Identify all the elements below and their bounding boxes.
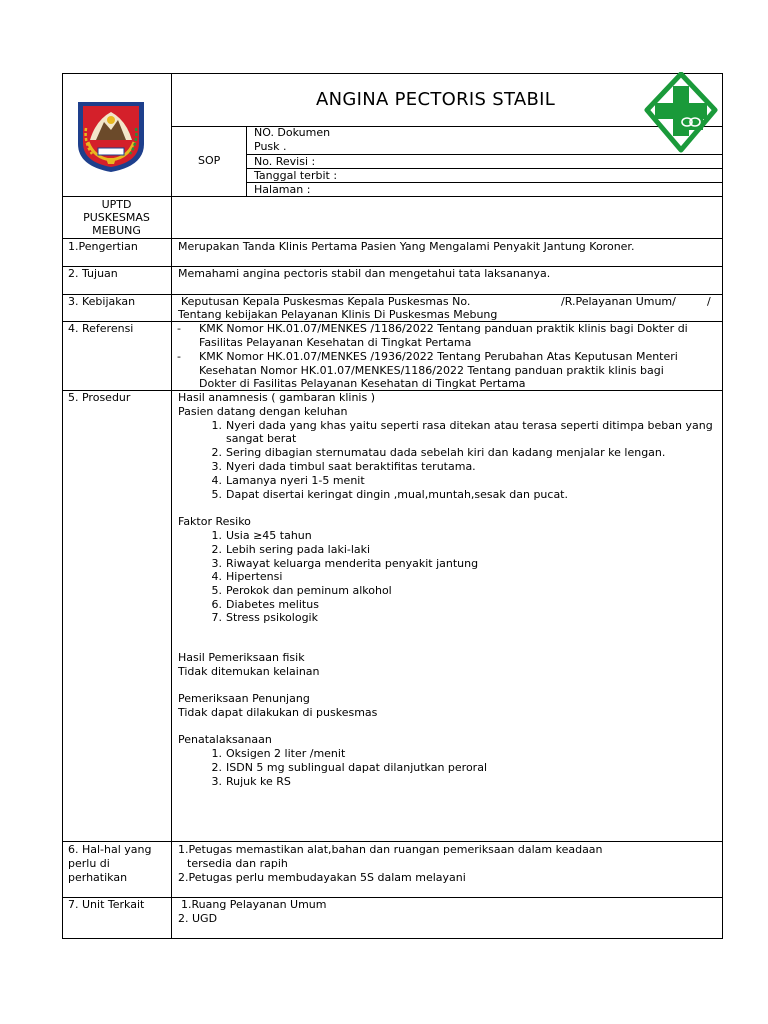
unit-item: 1.Ruang Pelayanan Umum	[181, 898, 327, 911]
unit-label: 7. Unit Terkait	[68, 898, 145, 911]
org-name-line2: PUSKESMAS	[83, 211, 150, 224]
list-item: 7. Stress psikologik	[211, 611, 318, 624]
pengertian-label: 1.Pengertian	[68, 240, 138, 253]
page-label: Halaman :	[254, 183, 311, 196]
list-item: 6. Diabetes melitus	[211, 598, 319, 611]
anamnesis-title: Hasil anamnesis ( gambaran klinis )	[178, 391, 375, 404]
table-line	[62, 897, 723, 898]
hal-text-line2: tersedia dan rapih	[187, 857, 288, 870]
table-line	[62, 841, 723, 842]
table-divider-col	[171, 73, 172, 939]
anamnesis-intro: Pasien datang dengan keluhan	[178, 405, 348, 418]
tata-title: Penatalaksanaan	[178, 733, 272, 746]
pengertian-text: Merupakan Tanda Klinis Pertama Pasien Yang Mengalami Penyakit Jantung Koroner.	[178, 240, 635, 253]
hal-text-line1: 1.Petugas memastikan alat,bahan dan ruangan pemeriksaan dalam keadaan	[178, 843, 603, 856]
kebijakan-label: 3. Kebijakan	[68, 295, 136, 308]
table-border-right	[722, 73, 723, 939]
list-item: 4. Lamanya nyeri 1-5 menit	[211, 474, 365, 487]
table-border-bottom	[62, 938, 723, 939]
table-divider-sop	[246, 126, 247, 196]
list-item: 5. Dapat disertai keringat dingin ,mual,muntah,sesak dan pucat.	[211, 488, 568, 501]
list-item: 2. ISDN 5 mg sublingual dapat dilanjutkan peroral	[211, 761, 487, 774]
kebijakan-text-a: Keputusan Kepala Puskesmas Kepala Puskesmas No.	[181, 295, 471, 308]
referensi-item: KMK Nomor HK.01.07/MENKES /1186/2022 Tentang panduan praktik klinis bagi Dokter di	[199, 322, 688, 335]
table-line	[62, 238, 723, 239]
referensi-bullet: -	[177, 350, 181, 363]
unit-item: 2. UGD	[178, 912, 218, 925]
kebijakan-text-line2: Tentang kebijakan Pelayanan Klinis Di Puskesmas Mebung	[178, 308, 498, 321]
org-name-line3: MEBUNG	[92, 224, 141, 237]
list-item: 3. Rujuk ke RS	[211, 775, 291, 788]
referensi-item: KMK Nomor HK.01.07/MENKES /1936/2022 Tentang Perubahan Atas Keputusan Menteri	[199, 350, 678, 363]
fisik-text: Tidak ditemukan kelainan	[178, 665, 320, 678]
list-item: 1. Usia ≥45 tahun	[211, 529, 312, 542]
regional-emblem-icon	[74, 98, 148, 174]
tujuan-label: 2. Tujuan	[68, 267, 118, 280]
table-line	[246, 154, 723, 155]
kebijakan-text-b: /R.Pelayanan Umum/	[561, 295, 676, 308]
table-line	[62, 196, 723, 197]
prosedur-label: 5. Prosedur	[68, 391, 131, 404]
list-item-cont: sangat berat	[226, 432, 297, 445]
sop-label: SOP	[198, 154, 221, 167]
faktor-title: Faktor Resiko	[178, 515, 251, 528]
puskesmas-cross-icon	[643, 72, 719, 154]
hal-label-line1: 6. Hal-hal yang	[68, 843, 152, 856]
penunjang-text: Tidak dapat dilakukan di puskesmas	[178, 706, 378, 719]
referensi-item-cont: Kesehatan Nomor HK.01.07/MENKES/1186/2022 Tentang panduan praktik klinis bagi	[199, 364, 664, 377]
pusk-label: Pusk .	[254, 140, 287, 153]
penunjang-title: Pemeriksaan Penunjang	[178, 692, 310, 705]
issue-date-label: Tanggal terbit :	[254, 169, 338, 182]
org-name-line1: UPTD	[101, 198, 132, 211]
referensi-label: 4. Referensi	[68, 322, 134, 335]
list-item: 3. Nyeri dada timbul saat beraktifitas terutama.	[211, 460, 476, 473]
hal-label-line2: perlu di	[68, 857, 110, 870]
doc-number-label: NO. Dokumen	[254, 126, 331, 139]
list-item: 3. Riwayat keluarga menderita penyakit jantung	[211, 557, 479, 570]
hal-label-line3: perhatikan	[68, 871, 128, 884]
list-item: 1. Oksigen 2 liter /menit	[211, 747, 346, 760]
referensi-item-cont: Dokter di Fasilitas Pelayanan Kesehatan di Tingkat Pertama	[199, 377, 526, 390]
document-title: ANGINA PECTORIS STABIL	[316, 89, 556, 110]
list-item: 2. Lebih sering pada laki-laki	[211, 543, 371, 556]
list-item: 5. Perokok dan peminum alkohol	[211, 584, 392, 597]
kebijakan-text-c: /	[707, 295, 711, 308]
table-border-top	[62, 73, 723, 74]
revision-label: No. Revisi :	[254, 155, 316, 168]
list-item: 4. Hipertensi	[211, 570, 283, 583]
list-item: 1. Nyeri dada yang khas yaitu seperti rasa ditekan atau terasa seperti ditimpa beban yang	[211, 419, 713, 432]
hal-text-line3: 2.Petugas perlu membudayakan 5S dalam melayani	[178, 871, 466, 884]
referensi-bullet: -	[177, 322, 181, 335]
referensi-item-cont: Fasilitas Pelayanan Kesehatan di Tingkat Pertama	[199, 336, 472, 349]
tujuan-text: Memahami angina pectoris stabil dan mengetahui tata laksananya.	[178, 267, 551, 280]
fisik-title: Hasil Pemeriksaan fisik	[178, 651, 305, 664]
list-item: 2. Sering dibagian sternumatau dada sebelah kiri dan kadang menjalar ke lengan.	[211, 446, 666, 459]
